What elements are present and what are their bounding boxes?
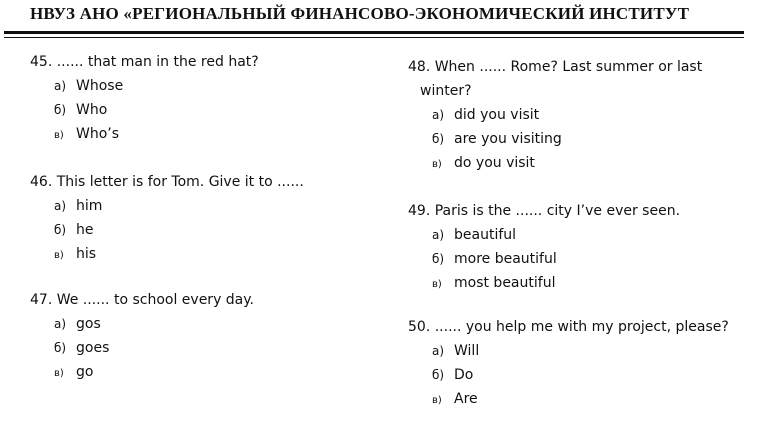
option-mark: б) <box>432 132 445 146</box>
question-text <box>408 199 738 223</box>
answer-option-a[interactable] <box>30 312 360 336</box>
option-text: Who <box>76 102 108 118</box>
question-49 <box>408 199 738 297</box>
header-rule-thin <box>4 37 744 38</box>
question-number: 46. <box>30 174 53 190</box>
option-mark: б) <box>54 223 67 237</box>
option-text: most beautiful <box>454 275 556 291</box>
question-number: 48. <box>408 59 431 75</box>
option-text: goes <box>76 340 110 356</box>
option-text: gos <box>76 316 101 332</box>
answer-option-a[interactable] <box>30 74 360 98</box>
option-mark: а) <box>54 317 67 331</box>
option-mark: а) <box>432 228 445 242</box>
question-text-continuation: winter? <box>420 83 472 99</box>
answer-option-v[interactable] <box>30 242 360 268</box>
question-47 <box>30 288 360 386</box>
question-number: 45. <box>30 54 53 70</box>
option-text: he <box>76 222 94 238</box>
question-prompt: This letter is for Tom. Give it to ...... <box>56 174 304 190</box>
question-text <box>30 50 360 74</box>
option-mark: б) <box>432 252 445 266</box>
question-45 <box>30 50 360 148</box>
option-mark: а) <box>54 79 67 93</box>
option-mark: в) <box>432 279 442 290</box>
question-prompt: When ...... Rome? Last summer or last <box>434 59 703 75</box>
answer-option-a[interactable] <box>408 223 738 247</box>
option-text: Do <box>454 367 474 383</box>
institute-header: НВУЗ АНО «РЕГИОНАЛЬНЫЙ ФИНАНСОВО-ЭКОНОМИЧЕСКИЙ ИНСТИТУТ <box>30 4 690 23</box>
answer-option-b[interactable] <box>30 336 360 360</box>
question-number: 50. <box>408 319 431 335</box>
option-text: Who’s <box>76 126 120 142</box>
question-text <box>408 55 738 79</box>
answer-option-a[interactable] <box>408 103 738 127</box>
answer-option-v[interactable] <box>408 387 738 413</box>
question-prompt: ...... that man in the red hat? <box>56 54 259 70</box>
answer-option-b[interactable] <box>30 98 360 122</box>
option-mark: б) <box>432 368 445 382</box>
option-mark: в) <box>432 159 442 170</box>
answer-option-b[interactable] <box>408 247 738 271</box>
option-text: beautiful <box>454 227 517 243</box>
answer-option-v[interactable] <box>30 360 360 386</box>
question-50 <box>408 315 738 413</box>
question-text <box>30 288 360 312</box>
option-mark: б) <box>54 103 67 117</box>
option-text: his <box>76 246 97 262</box>
option-mark: в) <box>54 250 64 261</box>
answer-option-v[interactable] <box>408 151 738 177</box>
answer-option-b[interactable] <box>30 218 360 242</box>
question-text <box>30 170 360 194</box>
question-number: 49. <box>408 203 431 219</box>
option-mark: в) <box>54 130 64 141</box>
question-text <box>408 315 738 339</box>
option-text: did you visit <box>454 107 540 123</box>
header-rule-thick <box>4 31 744 34</box>
option-text: do you visit <box>454 155 535 171</box>
answer-option-v[interactable] <box>30 122 360 148</box>
answer-option-a[interactable] <box>408 339 738 363</box>
option-text: are you visiting <box>454 131 562 147</box>
option-text: Are <box>454 391 478 407</box>
option-text: more beautiful <box>454 251 557 267</box>
answer-option-a[interactable] <box>30 194 360 218</box>
question-48 <box>408 55 738 177</box>
option-text: go <box>76 364 94 380</box>
option-mark: в) <box>54 368 64 379</box>
question-46 <box>30 170 360 268</box>
question-prompt: We ...... to school every day. <box>56 292 255 308</box>
question-prompt: ...... you help me with my project, please? <box>434 319 729 335</box>
option-text: Whose <box>76 78 124 94</box>
question-prompt: Paris is the ...... city I’ve ever seen. <box>434 203 681 219</box>
option-mark: а) <box>432 344 445 358</box>
option-mark: б) <box>54 341 67 355</box>
option-text: him <box>76 198 103 214</box>
option-mark: в) <box>432 395 442 406</box>
option-mark: а) <box>432 108 445 122</box>
question-number: 47. <box>30 292 53 308</box>
option-mark: а) <box>54 199 67 213</box>
answer-option-v[interactable] <box>408 271 738 297</box>
option-text: Will <box>454 343 480 359</box>
answer-option-b[interactable] <box>408 127 738 151</box>
answer-option-b[interactable] <box>408 363 738 387</box>
